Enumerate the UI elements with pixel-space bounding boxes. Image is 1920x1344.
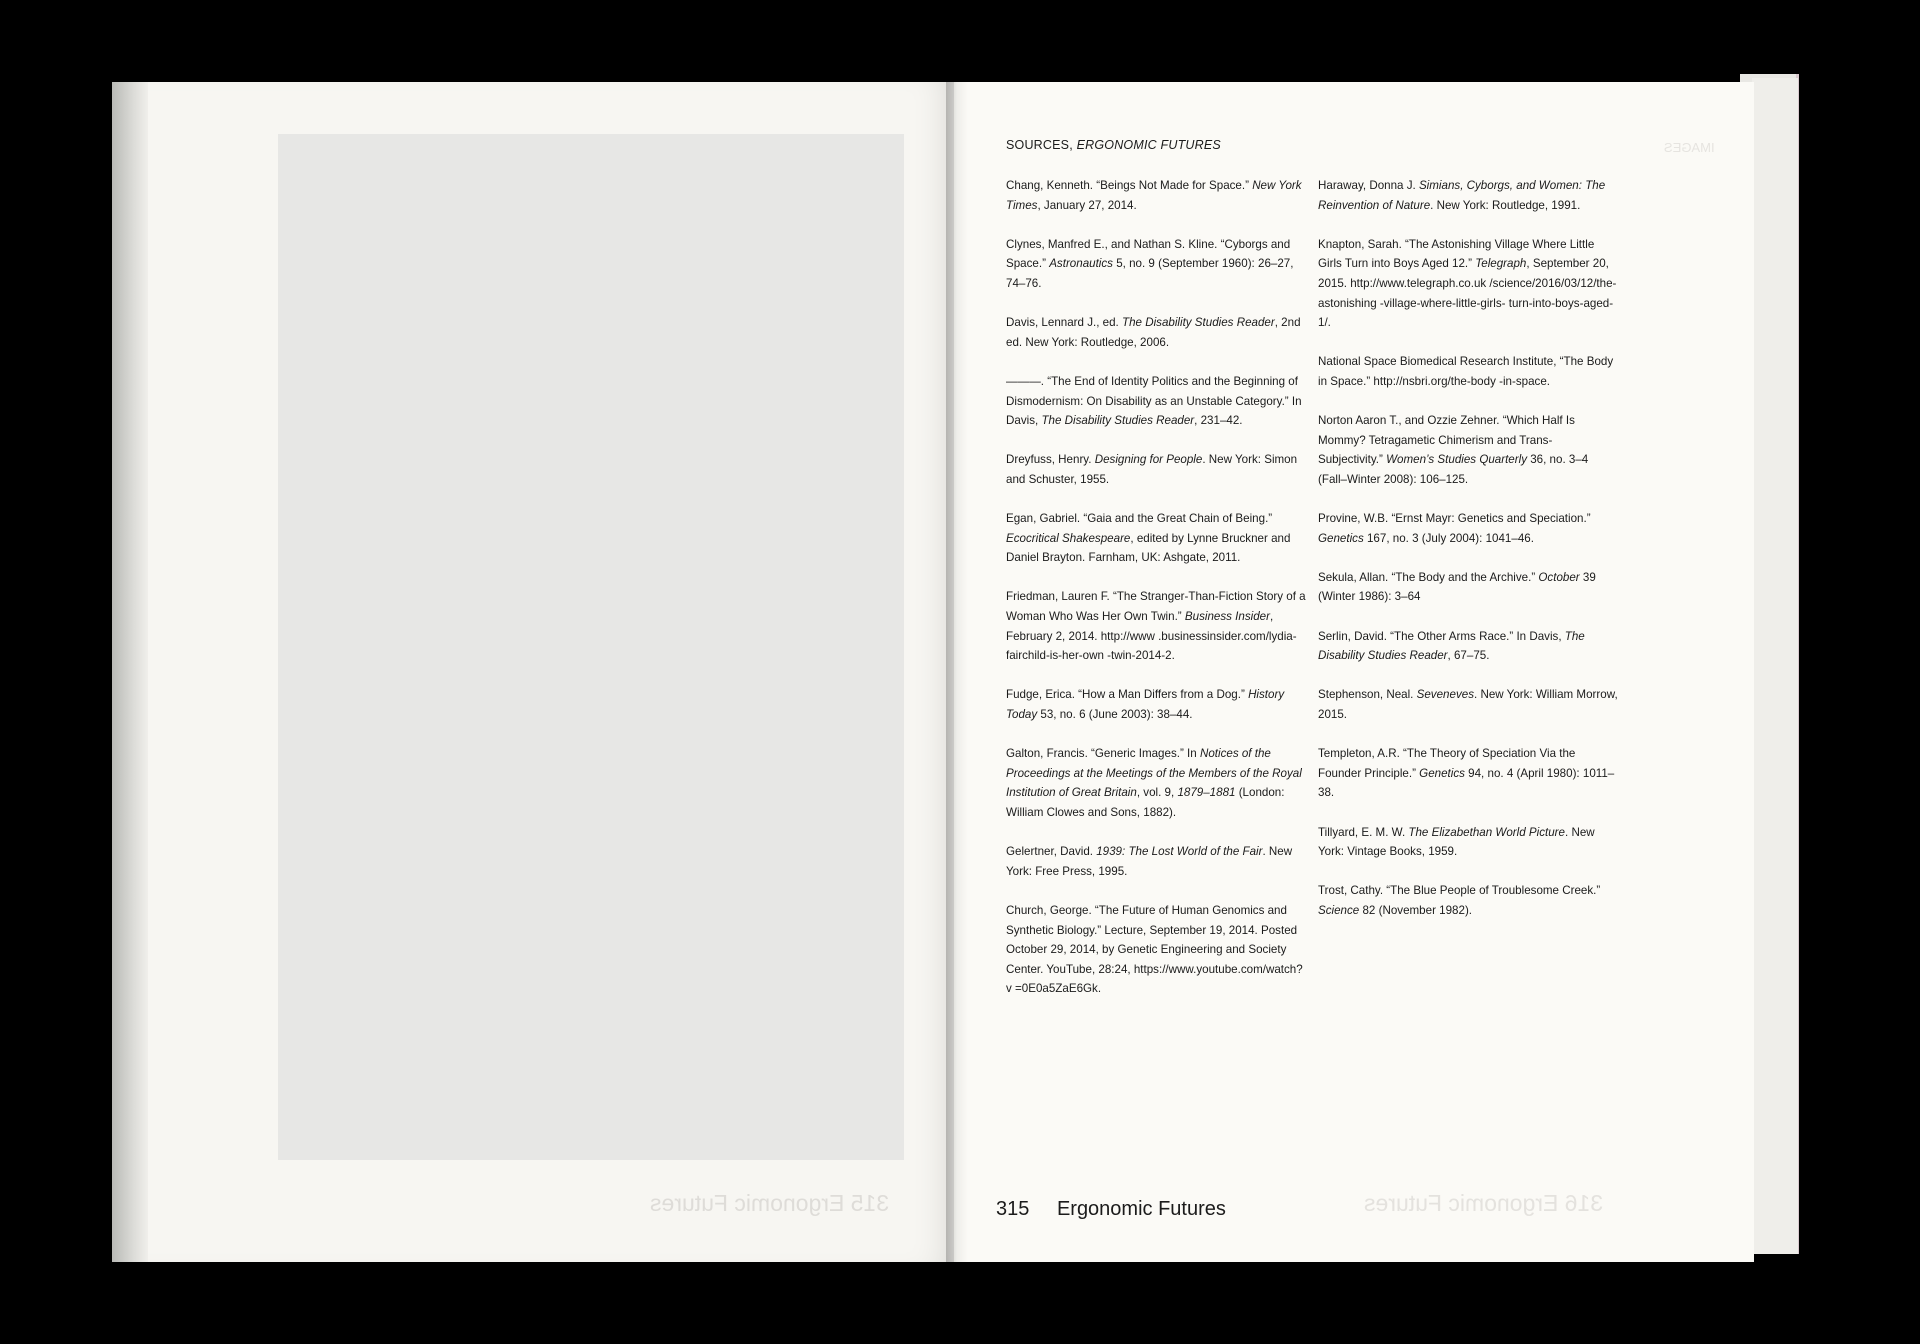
entry-text: Gelertner, David. bbox=[1006, 845, 1097, 859]
left-page-edge bbox=[112, 82, 148, 1262]
entry-italic-text: The Disability Studies Reader bbox=[1318, 629, 1585, 663]
entry-text: Davis, Lennard J., ed. bbox=[1006, 316, 1122, 330]
entry-text: Friedman, Lauren F. “The Stranger-Than-Fiction Story of a Woman Who Was Her Own Twin.” bbox=[1006, 590, 1306, 624]
entry-text: Sekula, Allan. “The Body and the Archive.” bbox=[1318, 570, 1539, 584]
entry-text: 82 (November 1982). bbox=[1359, 903, 1473, 917]
entry-text: Fudge, Erica. “How a Man Differs from a Dog.” bbox=[1006, 688, 1249, 702]
entry-text: , January 27, 2014. bbox=[1037, 198, 1137, 212]
folio-title: Ergonomic Futures bbox=[1056, 1198, 1226, 1220]
entry-italic-text: Genetics bbox=[1419, 766, 1465, 780]
entry-italic-text: Simians, Cyborgs, and Women: The Reinvention of Nature bbox=[1318, 179, 1606, 212]
entry-text: Templeton, A.R. “The Theory of Speciation Via the Founder Principle.” bbox=[1318, 747, 1576, 780]
entry-text: , 2nd ed. New York: Routledge, 2006. bbox=[1006, 316, 1301, 349]
entry-italic-text: The Disability Studies Reader bbox=[1122, 316, 1275, 330]
entry-text: 94, no. 4 (April 1980): 1011–38. bbox=[1318, 766, 1615, 800]
show-through-folio-right: 316 Ergonomic Futures bbox=[1364, 1190, 1604, 1216]
entry-text: . New York: Vintage Books, 1959. bbox=[1318, 825, 1595, 859]
running-head-label: SOURCES, bbox=[1006, 138, 1073, 152]
entry-text: Norton Aaron T., and Ozzie Zehner. “Which Half Is Mommy? Tetragametic Chimerism and Trans- Subjectivity.” bbox=[1318, 414, 1575, 467]
entry-text: . New York: Simon and Schuster, 1955. bbox=[1006, 453, 1298, 486]
bibliography-entry bbox=[1318, 881, 1620, 920]
entry-italic-text: Telegraph bbox=[1475, 257, 1527, 271]
folio bbox=[996, 1198, 1226, 1221]
entry-text: Galton, Francis. “Generic Images.” In bbox=[1006, 747, 1200, 761]
entry-text: Trost, Cathy. “The Blue People of Troublesome Creek.” bbox=[1318, 884, 1601, 898]
bibliography-entry bbox=[1006, 372, 1308, 431]
book-gutter-shadow bbox=[946, 82, 968, 1262]
entry-text: Dreyfuss, Henry. bbox=[1006, 453, 1095, 467]
entry-text: Chang, Kenneth. “Beings Not Made for Space.” bbox=[1006, 179, 1253, 192]
entry-italic-text: Seveneves bbox=[1416, 688, 1474, 702]
entry-italic-text: Designing for People bbox=[1094, 453, 1203, 467]
entry-italic-text: History Today bbox=[1006, 688, 1285, 722]
entry-text: 39 (Winter 1986): 3–64 bbox=[1318, 570, 1596, 604]
bibliography-entry bbox=[1318, 568, 1620, 607]
entry-text: Knapton, Sarah. “The Astonishing Village Where Little Girls Turn into Boys Aged 12.” bbox=[1318, 237, 1595, 271]
entry-italic-text: 1939: The Lost World of the Fair bbox=[1096, 845, 1263, 859]
bibliography-entry bbox=[1006, 842, 1308, 881]
entry-text: , vol. 9, bbox=[1136, 786, 1178, 800]
page-number: 315 bbox=[996, 1198, 1030, 1220]
bibliography-column-left bbox=[1006, 176, 1308, 1019]
entry-text: , 67–75. bbox=[1447, 649, 1490, 663]
bibliography-entry bbox=[1318, 509, 1620, 548]
entry-text: National Space Biomedical Research Institute, “The Body in Space.” http://nsbri.org/the-body -in-space. bbox=[1318, 355, 1614, 388]
entry-text: (London: William Clowes and Sons, 1882). bbox=[1006, 786, 1285, 819]
entry-text: Church, George. “The Future of Human Genomics and Synthetic Biology.” Lecture, September 19, 2014. Posted October 29, 2014, by Genetic Engineering and Society Center. YouTube, 28:24, https://www.youtube.com/watch?v =0E0a5ZaE6Gk. bbox=[1006, 903, 1303, 996]
show-through-images-head: IMAGES bbox=[1664, 140, 1715, 155]
entry-italic-text: Astronautics bbox=[1049, 257, 1113, 271]
entry-italic-text: The Disability Studies Reader bbox=[1041, 414, 1195, 428]
bibliography-entry bbox=[1318, 823, 1620, 862]
bibliography-entry bbox=[1006, 744, 1308, 822]
entry-italic-text: New York Times bbox=[1006, 179, 1302, 212]
bibliography-entry bbox=[1006, 450, 1308, 489]
bibliography-entry bbox=[1318, 744, 1620, 803]
entry-text: , September 20, 2015. http://www.telegraph.co.uk /science/2016/03/12/the-astonishing -village-where-little-girls- turn-into-boys-aged-1/. bbox=[1318, 257, 1617, 330]
entry-text: Provine, W.B. “Ernst Mayr: Genetics and Speciation.” bbox=[1318, 512, 1591, 526]
right-page bbox=[954, 82, 1754, 1262]
bibliography-entry bbox=[1006, 235, 1308, 294]
entry-text: Tillyard, E. M. W. bbox=[1318, 825, 1409, 839]
entry-italic-text: Women’s Studies Quarterly bbox=[1386, 453, 1527, 467]
entry-italic-text: Ecocritical Shakespeare bbox=[1006, 531, 1131, 545]
entry-text: Haraway, Donna J. bbox=[1318, 179, 1419, 192]
bibliography-entry bbox=[1318, 176, 1620, 215]
bibliography-entry bbox=[1318, 411, 1620, 489]
entry-text: , 231–42. bbox=[1194, 414, 1243, 428]
bibliography-entry bbox=[1006, 509, 1308, 568]
bibliography-entry bbox=[1006, 313, 1308, 352]
entry-text: ———. “The End of Identity Politics and the Beginning of Dismodernism: On Disability as an Unstable Category.” In Davis, bbox=[1006, 374, 1302, 428]
bibliography-entry bbox=[1006, 685, 1308, 724]
blank-image-plate bbox=[278, 134, 904, 1160]
entry-text: Egan, Gabriel. “Gaia and the Great Chain of Being.” bbox=[1006, 512, 1273, 526]
bibliography-entry bbox=[1318, 685, 1620, 724]
bibliography-entry bbox=[1318, 235, 1620, 333]
entry-italic-text: Notices of the Proceedings at the Meetings of the Members of the Royal Institution of Great Britain bbox=[1006, 747, 1302, 800]
entry-italic-text: Genetics bbox=[1318, 531, 1364, 545]
entry-text: 5, no. 9 (September 1960): 26–27, 74–76. bbox=[1006, 257, 1294, 290]
page-stack-edge-inner bbox=[1752, 78, 1798, 1254]
entry-italic-text: October bbox=[1538, 570, 1580, 584]
entry-italic-text: Science bbox=[1318, 903, 1360, 917]
entry-italic-text: 1879–1881 bbox=[1177, 786, 1236, 800]
entry-text: 167, no. 3 (July 2004): 1041–46. bbox=[1363, 531, 1534, 545]
bibliography-column-right bbox=[1318, 176, 1620, 940]
entry-text: Clynes, Manfred E., and Nathan S. Kline. “Cyborgs and Space.” bbox=[1006, 237, 1291, 271]
left-page bbox=[112, 82, 954, 1262]
bibliography-entry bbox=[1006, 901, 1308, 999]
running-head-title: ERGONOMIC FUTURES bbox=[1076, 138, 1221, 152]
entry-text: . New York: Free Press, 1995. bbox=[1006, 845, 1293, 878]
entry-text: . New York: Routledge, 1991. bbox=[1430, 198, 1581, 212]
entry-italic-text: The Elizabethan World Picture bbox=[1408, 825, 1565, 839]
entry-text: . New York: William Morrow, 2015. bbox=[1318, 688, 1618, 722]
entry-text: 53, no. 6 (June 2003): 38–44. bbox=[1037, 708, 1193, 722]
bibliography-entry bbox=[1318, 352, 1620, 391]
bibliography-entry bbox=[1006, 587, 1308, 665]
entry-text: , edited by Lynne Bruckner and Daniel Brayton. Farnham, UK: Ashgate, 2011. bbox=[1006, 531, 1291, 565]
bibliography-entry bbox=[1006, 176, 1308, 215]
entry-italic-text: Business Insider bbox=[1184, 610, 1270, 624]
show-through-folio-left: 315 Ergonomic Futures bbox=[650, 1190, 890, 1216]
entry-text: 36, no. 3–4 (Fall–Winter 2008): 106–125. bbox=[1318, 453, 1589, 486]
running-head bbox=[1006, 138, 1221, 152]
entry-text: Stephenson, Neal. bbox=[1318, 688, 1417, 702]
entry-text: Serlin, David. “The Other Arms Race.” In Davis, bbox=[1318, 629, 1565, 643]
entry-text: , February 2, 2014. http://www .businessinsider.com/lydia-fairchild-is-her-own -twin-2014-2. bbox=[1006, 610, 1297, 663]
bibliography-entry bbox=[1318, 627, 1620, 666]
